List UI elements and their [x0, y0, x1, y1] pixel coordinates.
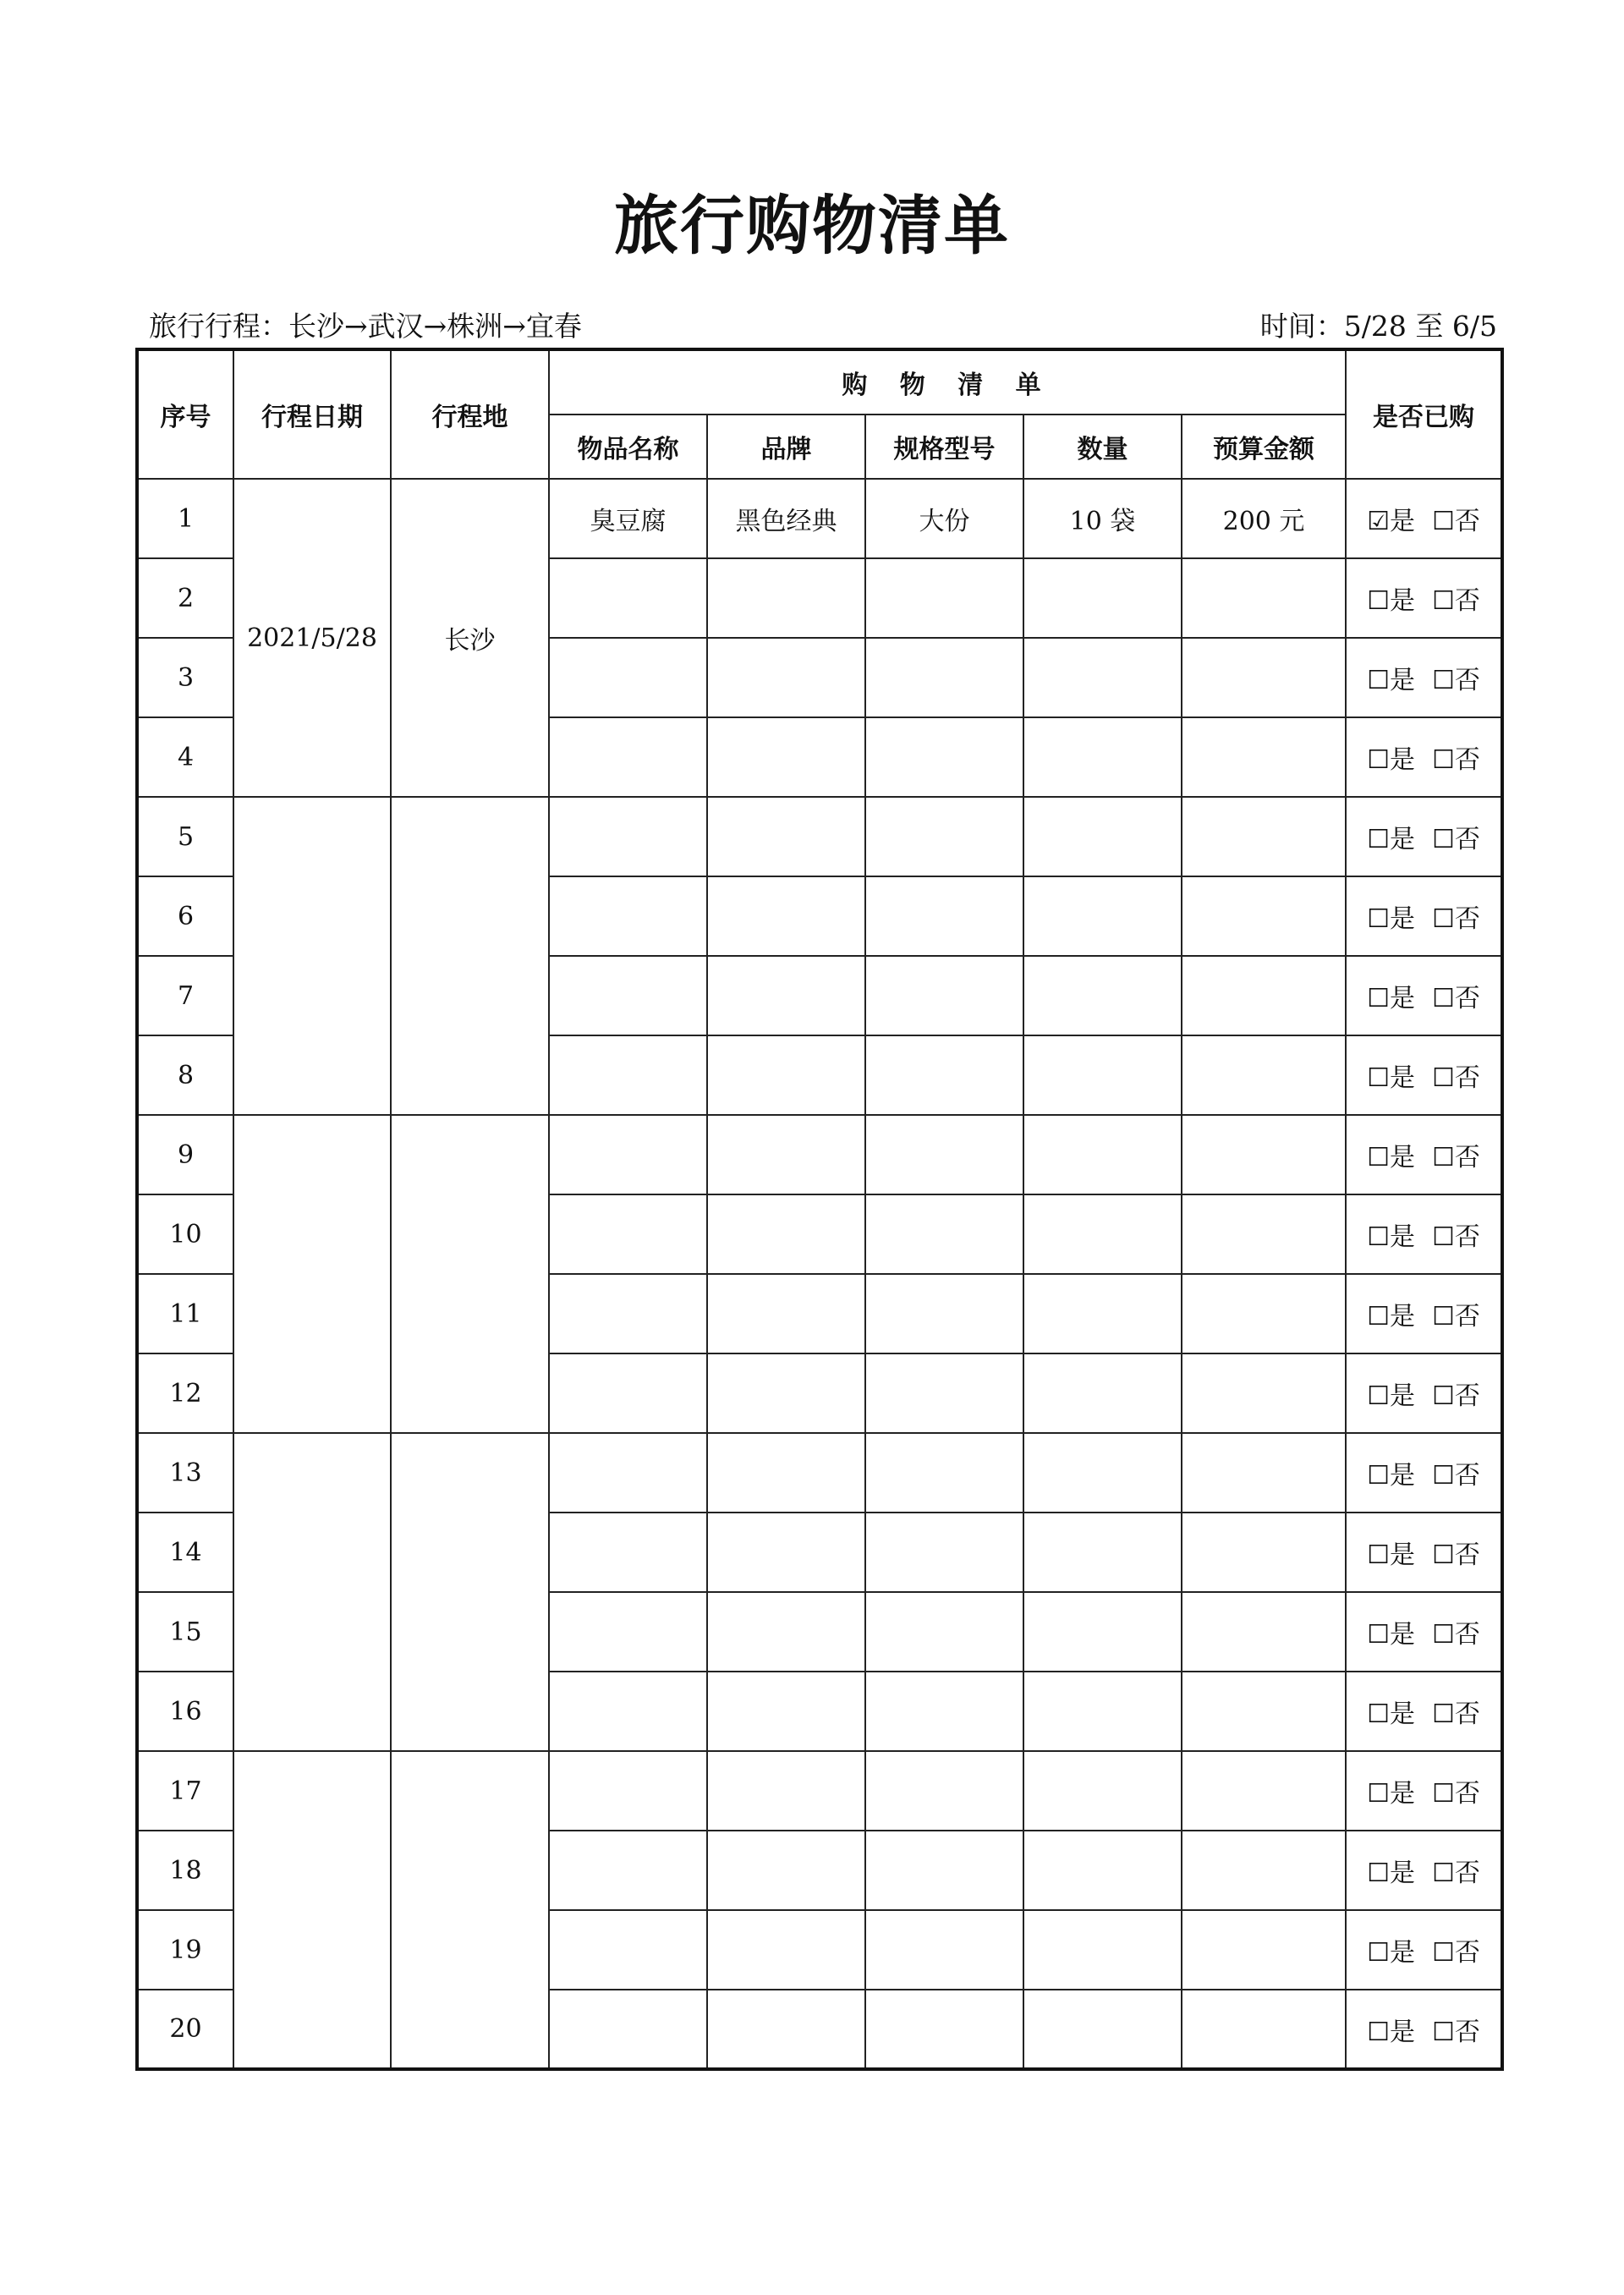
unchecked-box-icon[interactable]: ☐ [1432, 1620, 1455, 1650]
item-name-cell[interactable] [549, 876, 707, 956]
header-item-name: 物品名称 [549, 415, 707, 479]
spec-cell[interactable] [865, 1592, 1023, 1672]
no-label: 否 [1454, 1699, 1480, 1729]
shopping-list-table [135, 348, 1504, 2071]
spec-cell[interactable] [865, 1910, 1023, 1990]
brand-cell[interactable] [707, 956, 865, 1035]
unchecked-box-icon[interactable]: ☐ [1432, 984, 1455, 1013]
no-label: 否 [1454, 507, 1480, 536]
quantity-cell[interactable] [1023, 1751, 1182, 1831]
unchecked-box-icon[interactable]: ☐ [1367, 1859, 1391, 1888]
no-label: 否 [1454, 2017, 1480, 2047]
purchased-status [1346, 558, 1502, 638]
yes-label: 是 [1390, 1381, 1416, 1411]
unchecked-box-icon[interactable]: ☐ [1432, 507, 1455, 536]
yes-label: 是 [1390, 825, 1416, 854]
no-label: 否 [1454, 1063, 1480, 1093]
unchecked-box-icon[interactable]: ☐ [1367, 1461, 1391, 1491]
budget-cell[interactable] [1182, 1115, 1346, 1194]
page-title: 旅行购物清单 [614, 188, 1010, 263]
no-label: 否 [1454, 1859, 1480, 1888]
yes-label: 是 [1390, 984, 1416, 1013]
quantity-cell[interactable] [1023, 1353, 1182, 1433]
spec-cell[interactable] [865, 1513, 1023, 1592]
unchecked-box-icon[interactable]: ☐ [1367, 825, 1391, 854]
row-seq: 7 [137, 956, 233, 1035]
unchecked-box-icon[interactable]: ☐ [1432, 586, 1455, 616]
brand-cell[interactable] [707, 1035, 865, 1115]
row-seq: 11 [137, 1274, 233, 1353]
budget-cell[interactable] [1182, 797, 1346, 876]
quantity-cell[interactable] [1023, 1194, 1182, 1274]
table-body [137, 479, 1502, 2069]
trip-date-cell[interactable] [233, 1751, 391, 2069]
yes-label: 是 [1390, 1461, 1416, 1491]
budget-cell[interactable] [1182, 1035, 1346, 1115]
unchecked-box-icon[interactable]: ☐ [1367, 666, 1391, 695]
brand-cell[interactable] [707, 876, 865, 956]
trip-date-cell[interactable] [233, 797, 391, 1115]
unchecked-box-icon[interactable]: ☐ [1367, 1540, 1391, 1570]
row-seq: 9 [137, 1115, 233, 1194]
unchecked-box-icon[interactable]: ☐ [1367, 1779, 1391, 1809]
checked-box-icon[interactable]: ☑ [1367, 507, 1391, 536]
row-seq: 2 [137, 558, 233, 638]
quantity-cell[interactable] [1023, 717, 1182, 797]
yes-label: 是 [1390, 1699, 1416, 1729]
brand-cell[interactable] [707, 1831, 865, 1910]
budget-cell[interactable] [1182, 717, 1346, 797]
yes-label: 是 [1390, 1938, 1416, 1968]
spec-cell[interactable] [865, 638, 1023, 717]
row-seq: 19 [137, 1910, 233, 1990]
unchecked-box-icon[interactable]: ☐ [1432, 1063, 1455, 1093]
row-seq: 14 [137, 1513, 233, 1592]
item-name-cell[interactable] [549, 1353, 707, 1433]
unchecked-box-icon[interactable]: ☐ [1432, 1699, 1455, 1729]
row-seq: 17 [137, 1751, 233, 1831]
spec-cell[interactable] [865, 1274, 1023, 1353]
quantity-cell[interactable]: 10 袋 [1023, 479, 1182, 558]
unchecked-box-icon[interactable]: ☐ [1367, 904, 1391, 934]
budget-cell[interactable] [1182, 638, 1346, 717]
brand-cell[interactable] [707, 797, 865, 876]
purchased-status [1346, 479, 1502, 558]
item-name-cell[interactable]: 臭豆腐 [549, 479, 707, 558]
quantity-cell[interactable] [1023, 1274, 1182, 1353]
purchased-status [1346, 1115, 1502, 1194]
budget-cell[interactable] [1182, 876, 1346, 956]
budget-cell[interactable] [1182, 1433, 1346, 1513]
no-label: 否 [1454, 586, 1480, 616]
no-label: 否 [1454, 825, 1480, 854]
unchecked-box-icon[interactable]: ☐ [1367, 1381, 1391, 1411]
yes-label: 是 [1390, 904, 1416, 934]
trip-place-cell[interactable] [391, 1115, 549, 1433]
unchecked-box-icon[interactable]: ☐ [1367, 1222, 1391, 1252]
purchased-status [1346, 1274, 1502, 1353]
brand-cell[interactable] [707, 1672, 865, 1751]
trip-date-cell[interactable] [233, 1115, 391, 1433]
header-place: 行程地 [391, 349, 549, 479]
purchased-status [1346, 797, 1502, 876]
spec-cell[interactable] [865, 1672, 1023, 1751]
yes-label: 是 [1390, 1302, 1416, 1331]
brand-cell[interactable] [707, 1433, 865, 1513]
brand-cell[interactable] [707, 558, 865, 638]
brand-cell[interactable] [707, 1592, 865, 1672]
row-seq: 6 [137, 876, 233, 956]
purchased-status [1346, 638, 1502, 717]
purchased-status [1346, 1831, 1502, 1910]
brand-cell[interactable] [707, 1274, 865, 1353]
item-name-cell[interactable] [549, 558, 707, 638]
budget-cell[interactable] [1182, 1910, 1346, 1990]
header-seq: 序号 [137, 349, 233, 479]
quantity-cell[interactable] [1023, 876, 1182, 956]
spec-cell[interactable] [865, 1433, 1023, 1513]
yes-label: 是 [1390, 586, 1416, 616]
row-seq: 15 [137, 1592, 233, 1672]
purchased-status [1346, 1194, 1502, 1274]
table-row [137, 1115, 1502, 1194]
item-name-cell[interactable] [549, 717, 707, 797]
row-seq: 8 [137, 1035, 233, 1115]
no-label: 否 [1454, 904, 1480, 934]
budget-cell[interactable] [1182, 1751, 1346, 1831]
budget-cell[interactable] [1182, 1672, 1346, 1751]
purchased-status [1346, 1672, 1502, 1751]
unchecked-box-icon[interactable]: ☐ [1432, 1859, 1455, 1888]
yes-label: 是 [1390, 745, 1416, 775]
yes-label: 是 [1390, 507, 1416, 536]
spec-cell[interactable] [865, 1194, 1023, 1274]
unchecked-box-icon[interactable]: ☐ [1432, 904, 1455, 934]
unchecked-box-icon[interactable]: ☐ [1432, 1461, 1455, 1491]
unchecked-box-icon[interactable]: ☐ [1367, 1063, 1391, 1093]
spec-cell[interactable] [865, 1035, 1023, 1115]
item-name-cell[interactable] [549, 1910, 707, 1990]
header-spec: 规格型号 [865, 415, 1023, 479]
unchecked-box-icon[interactable]: ☐ [1432, 1540, 1455, 1570]
brand-cell[interactable] [707, 1751, 865, 1831]
budget-cell[interactable] [1182, 558, 1346, 638]
row-seq: 10 [137, 1194, 233, 1274]
row-seq: 18 [137, 1831, 233, 1910]
budget-cell[interactable] [1182, 1990, 1346, 2069]
budget-cell[interactable] [1182, 1831, 1346, 1910]
item-name-cell[interactable] [549, 1194, 707, 1274]
no-label: 否 [1454, 1779, 1480, 1809]
trip-date-cell[interactable]: 2021/5/28 [233, 479, 391, 797]
row-seq: 5 [137, 797, 233, 876]
item-name-cell[interactable] [549, 1751, 707, 1831]
spec-cell[interactable] [865, 956, 1023, 1035]
row-seq: 1 [137, 479, 233, 558]
budget-cell[interactable] [1182, 1353, 1346, 1433]
unchecked-box-icon[interactable]: ☐ [1432, 1302, 1455, 1331]
unchecked-box-icon[interactable]: ☐ [1432, 745, 1455, 775]
no-label: 否 [1454, 745, 1480, 775]
item-name-cell[interactable] [549, 1831, 707, 1910]
quantity-cell[interactable] [1023, 1592, 1182, 1672]
purchased-status [1346, 1751, 1502, 1831]
unchecked-box-icon[interactable]: ☐ [1367, 1143, 1391, 1172]
purchased-status [1346, 876, 1502, 956]
unchecked-box-icon[interactable]: ☐ [1367, 1938, 1391, 1968]
budget-cell[interactable] [1182, 1194, 1346, 1274]
purchased-status [1346, 956, 1502, 1035]
table-row [137, 797, 1502, 876]
item-name-cell[interactable] [549, 956, 707, 1035]
header-date: 行程日期 [233, 349, 391, 479]
budget-cell[interactable] [1182, 1592, 1346, 1672]
item-name-cell[interactable] [549, 1274, 707, 1353]
row-seq: 20 [137, 1990, 233, 2069]
budget-cell[interactable] [1182, 956, 1346, 1035]
purchased-status [1346, 1990, 1502, 2069]
item-name-cell[interactable] [549, 797, 707, 876]
yes-label: 是 [1390, 1620, 1416, 1650]
unchecked-box-icon[interactable]: ☐ [1367, 2017, 1391, 2047]
row-seq: 12 [137, 1353, 233, 1433]
row-seq: 4 [137, 717, 233, 797]
brand-cell[interactable] [707, 717, 865, 797]
item-name-cell[interactable] [549, 1990, 707, 2069]
yes-label: 是 [1390, 1779, 1416, 1809]
yes-label: 是 [1390, 2017, 1416, 2047]
no-label: 否 [1454, 1540, 1480, 1570]
yes-label: 是 [1390, 1222, 1416, 1252]
unchecked-box-icon[interactable]: ☐ [1367, 1699, 1391, 1729]
row-seq: 13 [137, 1433, 233, 1513]
table-row [137, 1751, 1502, 1831]
budget-cell[interactable] [1182, 1274, 1346, 1353]
purchased-status [1346, 1035, 1502, 1115]
quantity-cell[interactable] [1023, 1433, 1182, 1513]
brand-cell[interactable] [707, 1513, 865, 1592]
quantity-cell[interactable] [1023, 797, 1182, 876]
item-name-cell[interactable] [549, 1115, 707, 1194]
row-seq: 3 [137, 638, 233, 717]
header-quantity: 数量 [1023, 415, 1182, 479]
unchecked-box-icon[interactable]: ☐ [1367, 745, 1391, 775]
purchased-status [1346, 717, 1502, 797]
trip-place-cell[interactable] [391, 797, 549, 1115]
budget-cell[interactable] [1182, 1513, 1346, 1592]
item-name-cell[interactable] [549, 1035, 707, 1115]
period-text: 时间：5/28 至 6/5 [1259, 310, 1497, 343]
header-brand: 品牌 [707, 415, 865, 479]
purchased-status [1346, 1353, 1502, 1433]
unchecked-box-icon[interactable]: ☐ [1367, 1302, 1391, 1331]
purchased-status [1346, 1513, 1502, 1592]
no-label: 否 [1454, 984, 1480, 1013]
quantity-cell[interactable] [1023, 1990, 1182, 2069]
trip-date-cell[interactable] [233, 1433, 391, 1751]
quantity-cell[interactable] [1023, 1115, 1182, 1194]
purchased-status [1346, 1592, 1502, 1672]
no-label: 否 [1454, 1381, 1480, 1411]
brand-cell[interactable] [707, 638, 865, 717]
spec-cell[interactable] [865, 717, 1023, 797]
table-row [137, 479, 1502, 558]
yes-label: 是 [1390, 1143, 1416, 1172]
unchecked-box-icon[interactable]: ☐ [1432, 1938, 1455, 1968]
quantity-cell[interactable] [1023, 1831, 1182, 1910]
yes-label: 是 [1390, 1859, 1416, 1888]
brand-cell[interactable] [707, 1910, 865, 1990]
unchecked-box-icon[interactable]: ☐ [1432, 2017, 1455, 2047]
unchecked-box-icon[interactable]: ☐ [1432, 1779, 1455, 1809]
brand-cell[interactable] [707, 1115, 865, 1194]
table-row [137, 1433, 1502, 1513]
header-budget: 预算金额 [1182, 415, 1346, 479]
unchecked-box-icon[interactable]: ☐ [1432, 666, 1455, 695]
trip-place-cell[interactable]: 长沙 [391, 479, 549, 797]
quantity-cell[interactable] [1023, 1910, 1182, 1990]
unchecked-box-icon[interactable]: ☐ [1367, 1620, 1391, 1650]
unchecked-box-icon[interactable]: ☐ [1367, 984, 1391, 1013]
spec-cell[interactable] [865, 1831, 1023, 1910]
purchased-status [1346, 1910, 1502, 1990]
item-name-cell[interactable] [549, 1433, 707, 1513]
no-label: 否 [1454, 1222, 1480, 1252]
spec-cell[interactable] [865, 1115, 1023, 1194]
brand-cell[interactable] [707, 1194, 865, 1274]
yes-label: 是 [1390, 666, 1416, 695]
item-name-cell[interactable] [549, 1672, 707, 1751]
item-name-cell[interactable] [549, 1513, 707, 1592]
header-purchased: 是否已购 [1346, 349, 1502, 479]
quantity-cell[interactable] [1023, 558, 1182, 638]
no-label: 否 [1454, 1143, 1480, 1172]
no-label: 否 [1454, 1461, 1480, 1491]
brand-cell[interactable]: 黑色经典 [707, 479, 865, 558]
no-label: 否 [1454, 666, 1480, 695]
unchecked-box-icon[interactable]: ☐ [1432, 825, 1455, 854]
trip-place-cell[interactable] [391, 1751, 549, 2069]
quantity-cell[interactable] [1023, 1035, 1182, 1115]
unchecked-box-icon[interactable]: ☐ [1432, 1381, 1455, 1411]
spec-cell[interactable] [865, 876, 1023, 956]
brand-cell[interactable] [707, 1353, 865, 1433]
spec-cell[interactable] [865, 1990, 1023, 2069]
quantity-cell[interactable] [1023, 638, 1182, 717]
header-shopping-list: 购 物 清 单 [549, 349, 1346, 415]
purchased-status [1346, 1433, 1502, 1513]
yes-label: 是 [1390, 1540, 1416, 1570]
quantity-cell[interactable] [1023, 1672, 1182, 1751]
quantity-cell[interactable] [1023, 1513, 1182, 1592]
no-label: 否 [1454, 1938, 1480, 1968]
brand-cell[interactable] [707, 1990, 865, 2069]
budget-cell[interactable]: 200 元 [1182, 479, 1346, 558]
yes-label: 是 [1390, 1063, 1416, 1093]
no-label: 否 [1454, 1620, 1480, 1650]
itinerary-text: 旅行行程：长沙→武汉→株洲→宜春 [149, 310, 582, 343]
quantity-cell[interactable] [1023, 956, 1182, 1035]
item-name-cell[interactable] [549, 638, 707, 717]
no-label: 否 [1454, 1302, 1480, 1331]
spec-cell[interactable] [865, 797, 1023, 876]
row-seq: 16 [137, 1672, 233, 1751]
spec-cell[interactable] [865, 1353, 1023, 1433]
trip-place-cell[interactable] [391, 1433, 549, 1751]
spec-cell[interactable] [865, 1751, 1023, 1831]
unchecked-box-icon[interactable]: ☐ [1432, 1222, 1455, 1252]
spec-cell[interactable]: 大份 [865, 479, 1023, 558]
item-name-cell[interactable] [549, 1592, 707, 1672]
spec-cell[interactable] [865, 558, 1023, 638]
unchecked-box-icon[interactable]: ☐ [1432, 1143, 1455, 1172]
unchecked-box-icon[interactable]: ☐ [1367, 586, 1391, 616]
